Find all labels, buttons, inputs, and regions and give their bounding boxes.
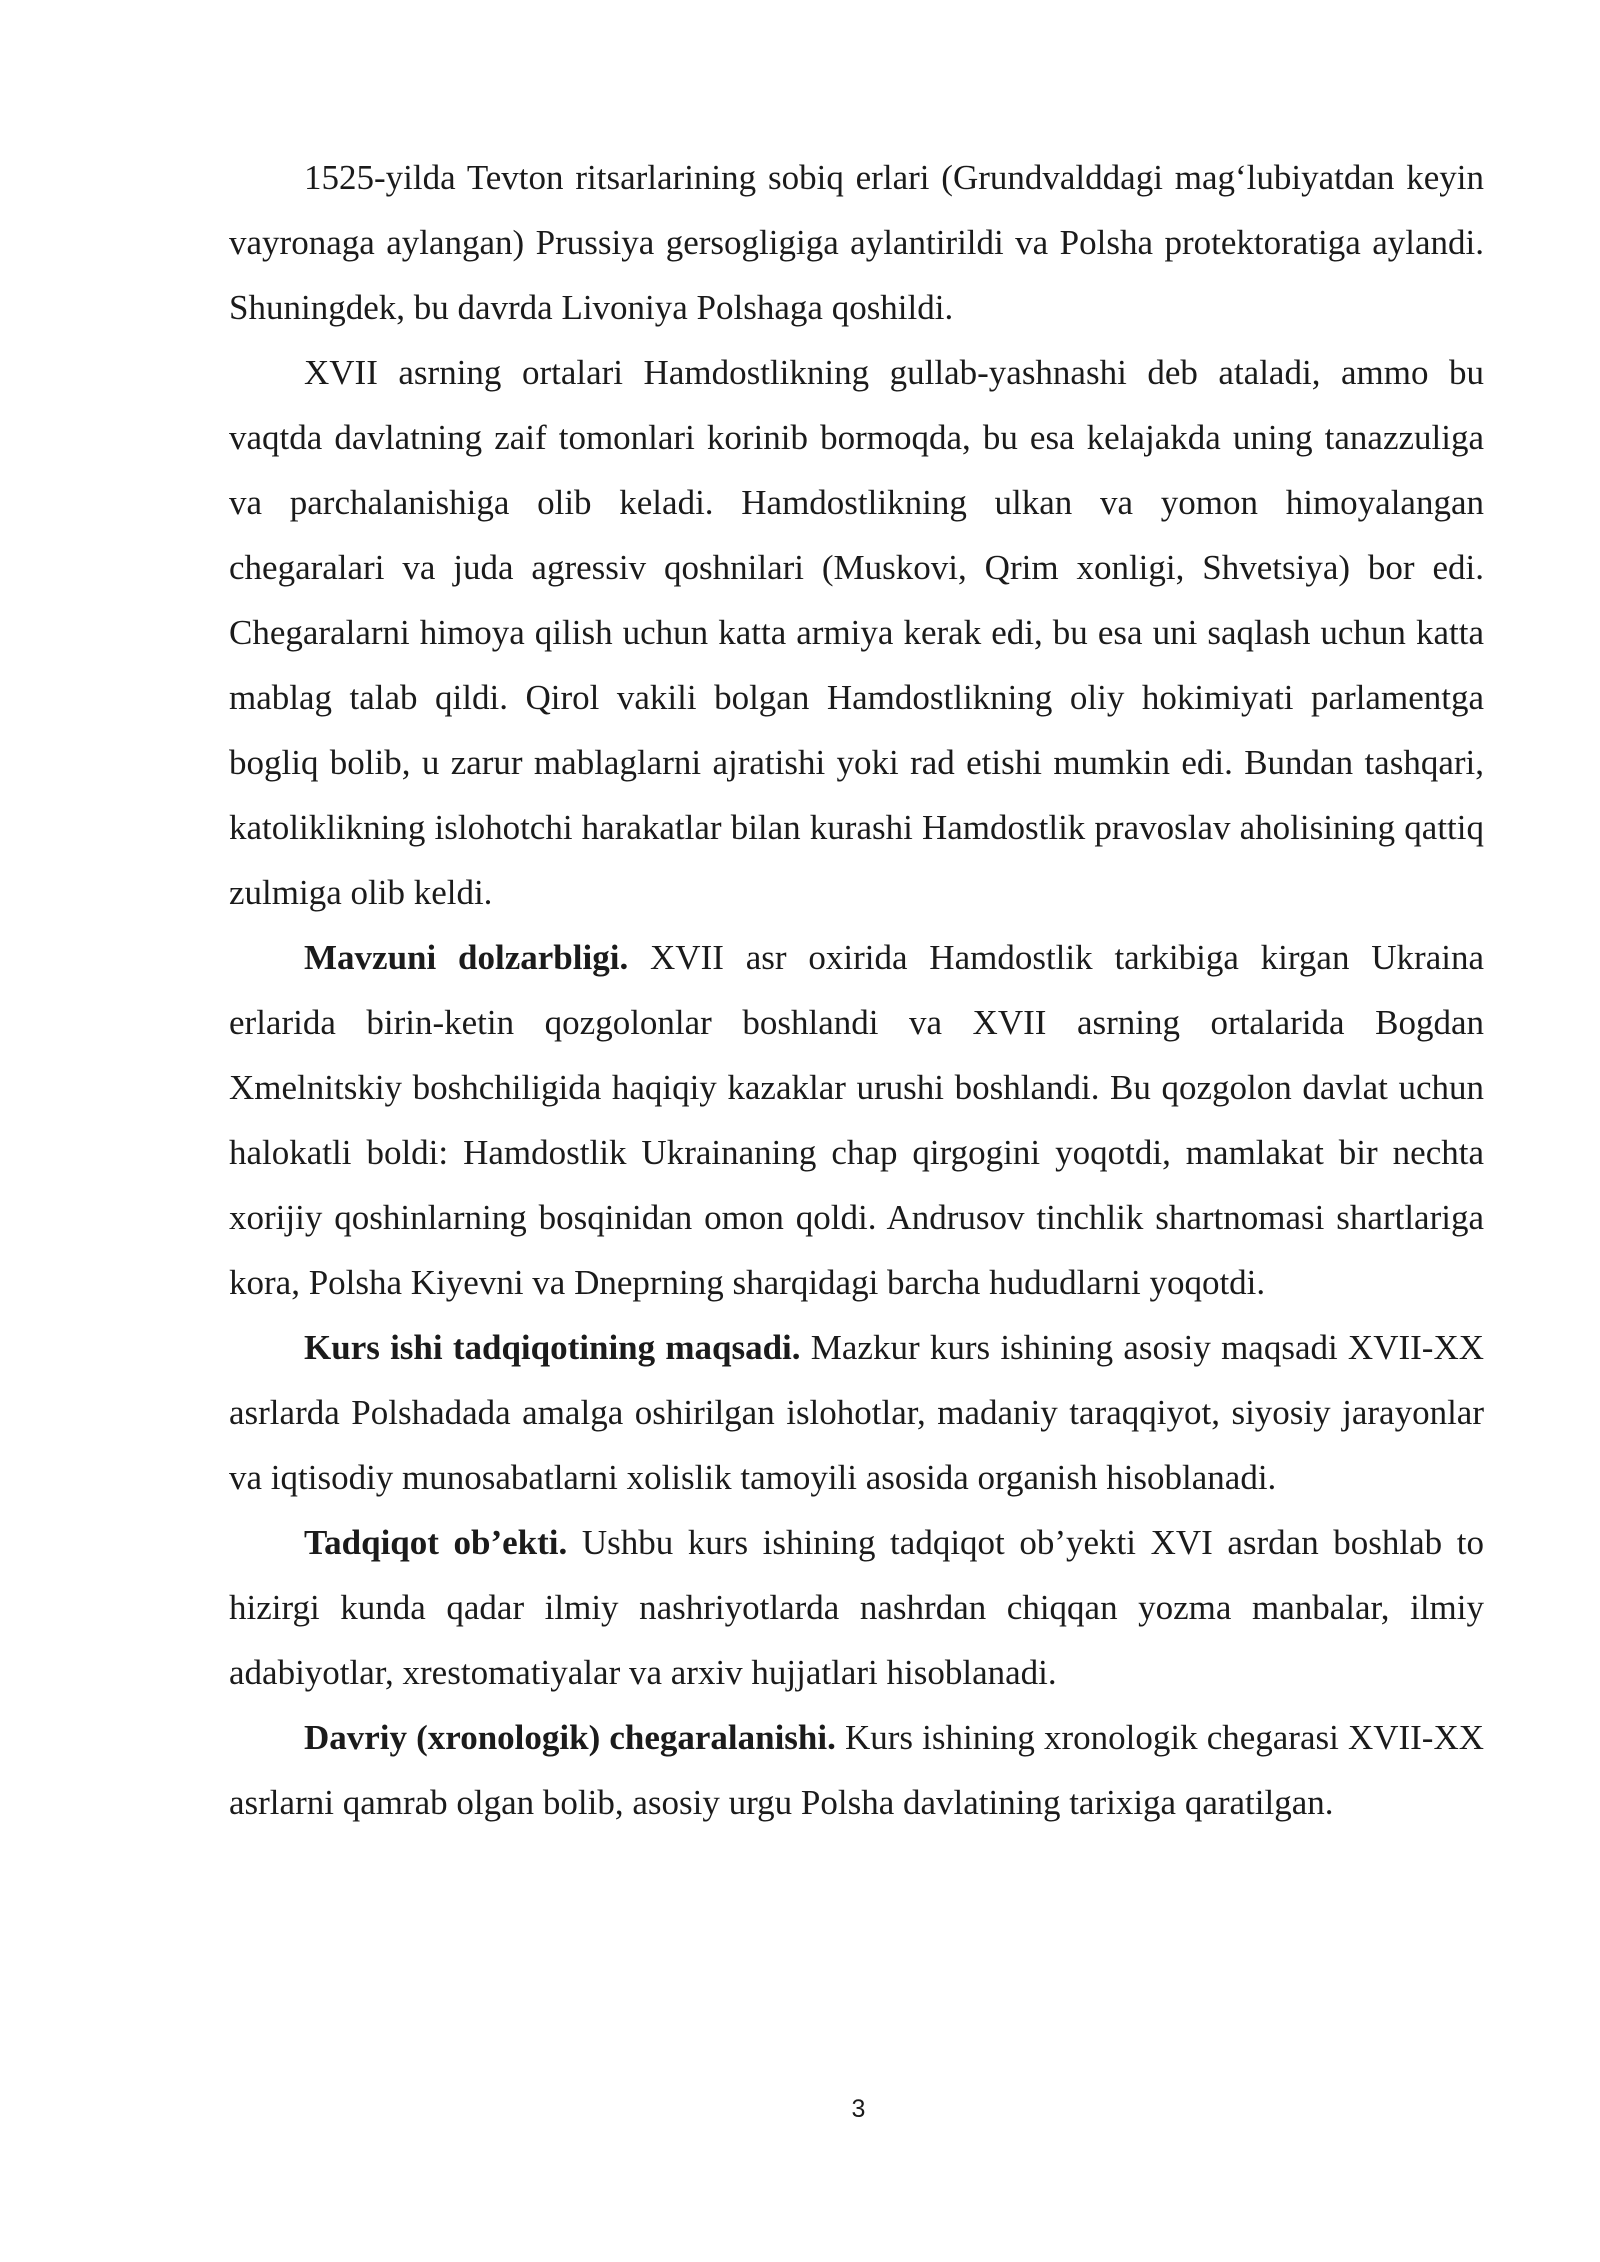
paragraph-text: XVII asrning ortalari Hamdostlikning gullab-yashnashi deb ataladi, ammo bu vaqtda davlatning zaif tomonlari korinib bormoqda, bu esa kelajakda uning tanazzuliga va parchalanishiga olib keladi. Hamdostlikning ulkan va yomon himoyalangan chegaralari va juda agressiv qoshnilari (Muskovi, Qrim xonligi, Shvetsiya) bor edi. Chegaralarni himoya qilish uchun katta armiya kerak edi, bu esa uni saqlash uchun katta mablag talab qildi. Qirol vakili bolgan Hamdostlikning oliy hokimiyati parlamentga bogliq bolib, u zarur mablaglarni ajratishi yoki rad etishi mumkin edi. Bundan tashqari, katoliklikning islohotchi harakatlar bilan kurashi Hamdostlik pravoslav aholisining qattiq zulmiga olib keldi. [229, 353, 1484, 912]
document-page [229, 145, 1484, 1835]
section-heading: Davriy (xronologik) chegaralanishi. [304, 1718, 836, 1757]
page-number: 3 [851, 2095, 866, 2123]
section-heading: Kurs ishi tadqiqotining maqsadi. [304, 1328, 801, 1367]
paragraph-goal [229, 1315, 1484, 1510]
section-heading: Mavzuni dolzarbligi. [304, 938, 629, 977]
paragraph-prussia [229, 145, 1484, 340]
section-heading: Tadqiqot ob’ekti. [304, 1523, 568, 1562]
paragraph-text: 1525-yilda Tevton ritsarlarining sobiq erlari (Grundvalddagi mag‘lubiyatdan keyin vayronaga aylangan) Prussiya gersogligiga aylantirildi va Polsha protektoratiga aylandi. Shuningdek, bu davrda Livoniya Polshaga qoshildi. [229, 158, 1484, 327]
paragraph-object [229, 1510, 1484, 1705]
paragraph-relevance [229, 925, 1484, 1315]
paragraph-text: Ushbu kurs ishining tadqiqot ob’yekti XVI asrdan boshlab to hizirgi kunda qadar ilmiy nashriyotlarda nashrdan chiqqan yozma manbalar, ilmiy adabiyotlar, xrestomatiyalar va arxiv hujjatlari hisoblanadi. [229, 1523, 1484, 1692]
paragraph-commonwealth [229, 340, 1484, 925]
paragraph-text: Mazkur kurs ishining asosiy maqsadi XVII-XX asrlarda Polshadada amalga oshirilgan islohotlar, madaniy taraqqiyot, siyosiy jarayonlar va iqtisodiy munosabatlarni xolislik tamoyili asosida organish hisoblanadi. [229, 1328, 1485, 1497]
paragraph-text: XVII asr oxirida Hamdostlik tarkibiga kirgan Ukraina erlarida birin-ketin qozgolonlar boshlandi va XVII asrning ortalarida Bogdan Xmelnitskiy boshchiligida haqiqiy kazaklar urushi boshlandi. Bu qozgolon davlat uchun halokatli boldi: Hamdostlik Ukrainaning chap qirgogini yoqotdi, mamlakat bir nechta xorijiy qoshinlarning bosqinidan omon qoldi. Andrusov tinchlik shartnomasi shartlariga kora, Polsha Kiyevni va Dneprning sharqidagi barcha hududlarni yoqotdi. [229, 938, 1485, 1302]
paragraph-text: Kurs ishining xronologik chegarasi XVII-XX asrlarni qamrab olgan bolib, asosiy urgu Polsha davlatining tarixiga qaratilgan. [229, 1718, 1485, 1822]
paragraph-chronology [229, 1705, 1484, 1835]
